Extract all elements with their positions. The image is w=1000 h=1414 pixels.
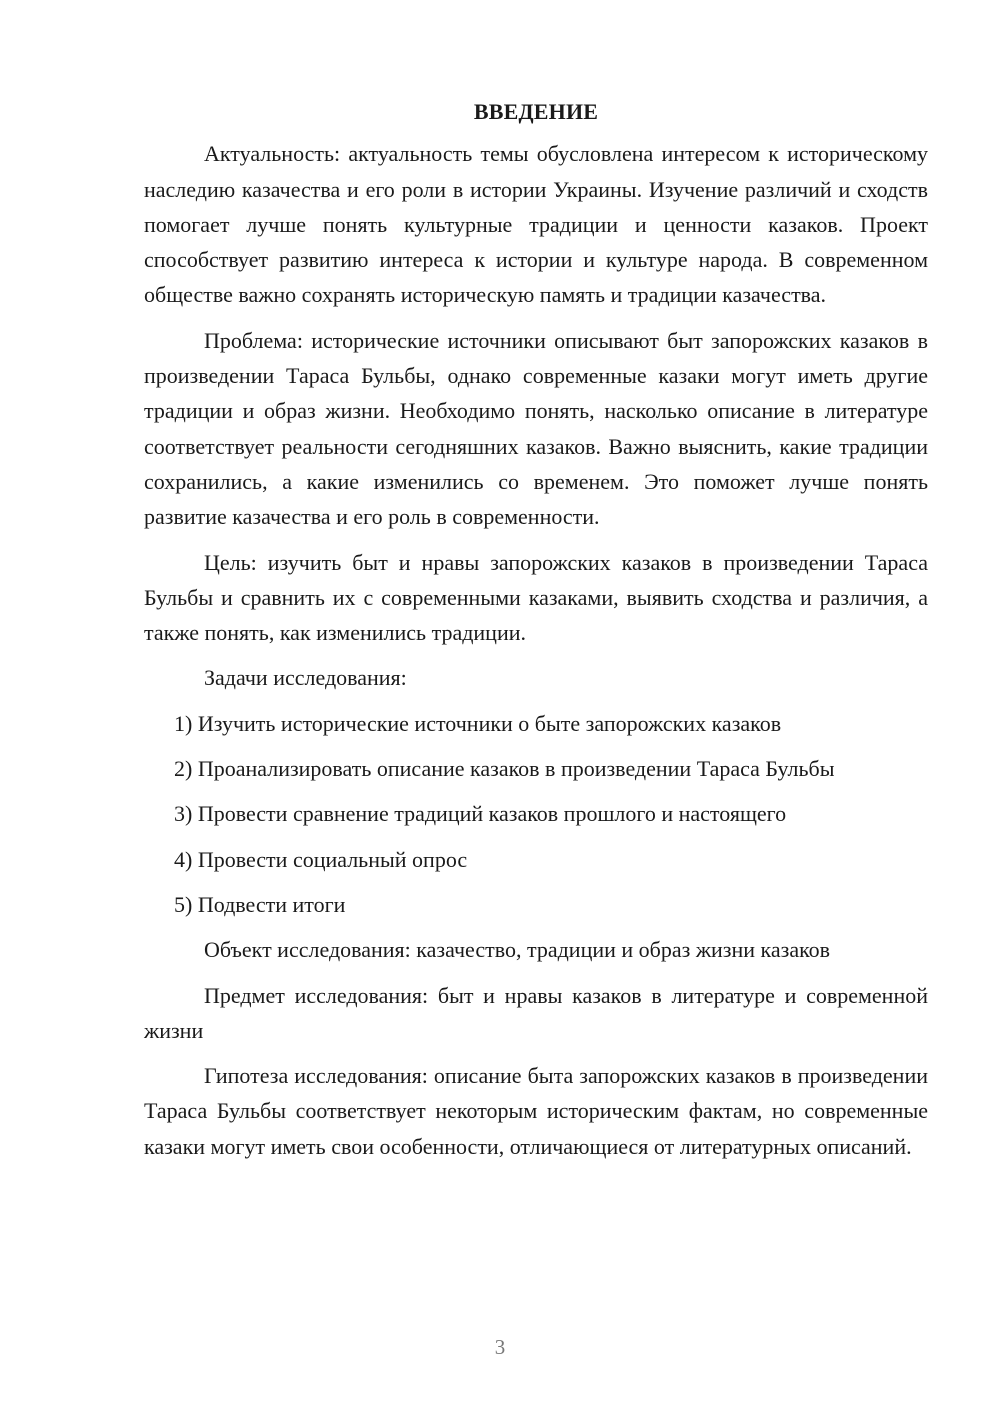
task-item-1: 1) Изучить исторические источники о быте запорожских казаков xyxy=(174,710,782,736)
task-item-5: 5) Подвести итоги xyxy=(174,891,346,917)
task-item-4: 4) Провести социальный опрос xyxy=(174,846,468,872)
research-subject: Предмет исследования: быт и нравы казаков в литературе и современной жизни xyxy=(144,982,928,1043)
task-item-2: 2) Проанализировать описание казаков в произведении Тараса Бульбы xyxy=(174,756,835,782)
section-heading: ВВЕДЕНИЕ xyxy=(473,99,599,124)
page-content xyxy=(144,94,928,1174)
research-hypothesis: Гипотеза исследования: описание быта запорожских казаков в произведении Тараса Бульбы соответствует некоторым историческим фактам, но современные казаки могут иметь свои особенности, отличающиеся от литературных описаний. xyxy=(144,1063,928,1159)
page-number: 3 xyxy=(494,1335,506,1359)
research-object: Объект исследования: казачество, традиции и образ жизни казаков xyxy=(204,937,831,963)
goal-paragraph: Цель: изучить быт и нравы запорожских казаков в произведении Тараса Бульбы и сравнить их с современными казаками, выявить сходства и различия, а также понять, как изменились традиции. xyxy=(144,549,928,646)
task-item-3: 3) Провести сравнение традиций казаков прошлого и настоящего xyxy=(174,801,787,827)
relevance-paragraph: Актуальность: актуальность темы обусловлена интересом к историческому наследию казачества и его роли в истории Украины. Изучение различий и сходств помогает лучше понять культурные традиции и ценности казаков. Проект способствует развитию интереса к истории и культуре народа. В современном обществе важно сохранять историческую память и традиции казачества. xyxy=(144,141,928,308)
problem-paragraph: Проблема: исторические источники описывают быт запорожских казаков в произведении Тараса Бульбы, однако современные казаки могут иметь другие традиции и образ жизни. Необходимо понять, насколько описание в литературе соответствует реальности сегодняшних казаков. Важно выяснить, какие традиции сохранились, а какие изменились со временем. Это поможет лучше понять развитие казачества и его роль в современности. xyxy=(144,327,928,530)
tasks-title: Задачи исследования: xyxy=(204,665,407,691)
